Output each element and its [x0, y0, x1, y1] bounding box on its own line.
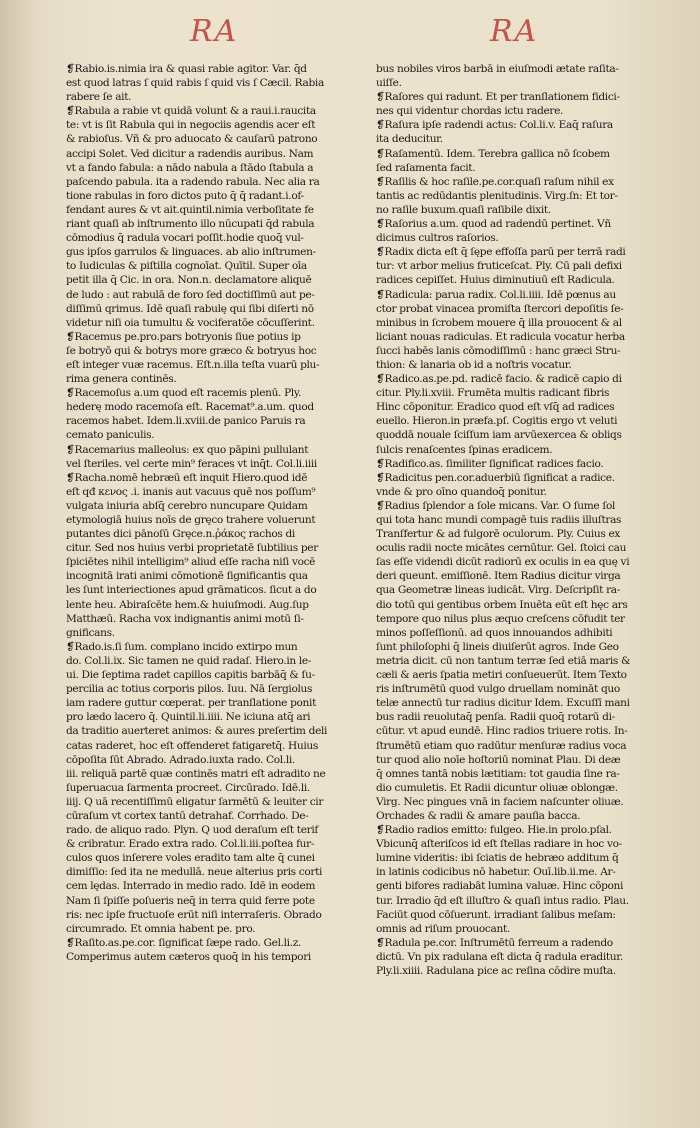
text-line: accipi Solet. Ved dicitur a radendis auribus. Nam [66, 147, 314, 160]
text-line: Matthæū. Racha vox indignantis animi motū ſi- [66, 612, 304, 625]
text-line: ❡Racha.nomē hebræū eſt inquit Hiero.quod idē [66, 471, 308, 484]
text-line: ſucci habēs lanis cōmodiſſimū : hanc græci Stru- [376, 344, 621, 357]
text-line: da traditio auerteret animos: & aures preſertim deli [66, 725, 328, 738]
text-line: ris: nec ipſe fructuoſe erūt niſi interraſeris. Obrado [66, 908, 322, 921]
text-line: cæli & aeris ſpatia metiri conſueuerūt. Item Texto [376, 669, 627, 682]
text-line: ❡Radula pe.cor. Inſtrumētū ferreum a radendo [376, 936, 613, 949]
text-line: & cribratur. Erado extra rado. Col.li.iii.poſtea fur- [66, 838, 315, 851]
text-line: cemato paniculis. [66, 429, 155, 442]
text-line: ❡Rabula a rabie vt quidā volunt & a raui.i.raucita [66, 105, 316, 118]
text-line: ſuperuacua ſarmenta procreet. Circūrado. Idē.li. [66, 781, 310, 794]
text-line: & rabioſus. Vñ & pro aduocato & cauſarū patrono [66, 133, 318, 146]
text-line: rabere ſe ait. [66, 91, 132, 104]
text-line: lumine videritis: ibi ſciatis de hebræo additum q̄ [376, 852, 619, 865]
text-line: tur quod alio noīe hoſtoriū nominat Plau. Di deæ [376, 753, 621, 766]
text-line: iam radere guttur cœperat. per tranſlatione ponit [66, 697, 316, 710]
text-line: fendant aures & vt ait.quintil.nimia verboſitate fe [66, 203, 314, 216]
text-line: to Iudiculas & piſtilla cognoīat. Quītil. Super oīa [66, 260, 307, 273]
text-line: in latinis codicibus nō habetur. Ouī.lib.ii.me. Ar- [376, 866, 616, 879]
text-line: pro lædo lacero q̄. Quintil.li.iiii. Ne iciuna atq̄ ari [66, 711, 311, 724]
text-line: ſulcis renaſcentes ſpinas eradicem. [376, 443, 553, 456]
text-line: ❡Racemoſus a.um quod eſt racemis plenū. Ply. [66, 387, 302, 400]
text-line: genti bifores radiabāt lumina valuæ. Hinc cōponi [376, 880, 624, 893]
text-line: ❡Rado.is.ſi ſum. complano incido extirpo mun [66, 640, 298, 653]
text-line: cūtur. vt apud eundē. Hinc radios triuere rotis. In- [376, 725, 628, 738]
text-line: Tranſfertur & ad fulgorē oculorum. Ply. Cuius ex [376, 528, 620, 541]
text-line: ❡Racemus pe.pro.pars botryonis ſiue potius ip [66, 330, 301, 343]
text-line: ſed raſamenta facit. [376, 161, 476, 174]
text-line: eſt qđ κενος .i. inanis aut vacuus quē nos poſſum⁹ [66, 485, 316, 498]
text-line: ❡Racemarius malleolus: ex quo pāpini pullulant [66, 443, 309, 456]
text-line: hederę modo racemoſa eſt. Racemat⁹.a.um. quod [66, 401, 314, 414]
text-line: ❡Radio radios emitto: fulgeo. Hie.in prolo.pſal. [376, 824, 612, 837]
text-line: oculis radii nocte micātes cernūtur. Gel. ſtoici cau [376, 542, 627, 555]
text-line: percilia ac totius corporis pilos. Iuu. Nā ſergiolus [66, 683, 313, 696]
text-line: minibus in ſcrobem mouere q̄ illa prouocent & al [376, 316, 622, 329]
text-line: Comperimus autem cæteros quoq̄ in his tempori [66, 950, 311, 963]
text-line: ui. Die ſeptima radet capillos capitis barbāq̄ & ſu- [66, 669, 315, 682]
text-line: ❡Radifico.as. ſimiliter ſignificat radices facio. [376, 457, 604, 470]
text-line: bus radii reuolutaq̄ penſa. Radii quoq̄ rotarū di- [376, 711, 615, 724]
text-line: ſe botryō qui & botrys more græco & botryus hoc [66, 344, 317, 357]
text-line: ❡Rabio.is.nimia ira & quasi rabie agitor. Var. q̄d [66, 63, 307, 75]
text-line: te: vt is ſit Rabula qui in negociis agendis acer eſt [66, 119, 316, 132]
text-line: cūraſum vt cortex tantū detrahaf. Corrhado. De- [66, 809, 309, 822]
text-line: ❡Radico.as.pe.pd. radicē facio. & radicē capio di [376, 373, 622, 386]
text-line: thion: & lanaria ob id a noſtris vocatur. [376, 358, 572, 371]
text-line: Faciūt quod cōſuerunt. irradiant ſalibus meſam: [376, 908, 616, 921]
text-line: racemos habet. Idem.li.xviii.de panico Paruis ra [66, 415, 306, 428]
right-text-column [376, 62, 676, 978]
text-line: est quod latras ſ quid rabis ſ quid vis ſ Cæcil. Rabia [66, 77, 324, 90]
text-line: ctor probat vinacea promiſta ſtercori depoſitis ſe- [376, 302, 624, 315]
text-line: tantis ac redūdantis plenitudinis. Virg.ſn: Et tor- [376, 189, 618, 202]
text-line: do. Col.li.ix. Sic tamen ne quid radaſ. Hiero.in le- [66, 654, 312, 667]
text-line: no raſile buxum.quaſi raſibile dixit. [376, 203, 551, 216]
text-line: ❡Raſito.as.pe.cor. ſignificat ſæpe rado. Gel.li.z. [66, 936, 301, 949]
text-line: ris inſtrumētū quod vulgo druellam nomināt quo [376, 683, 620, 696]
text-line: ſpiciētes nihil intelligim⁹ aliud eſſe racha niſi vocē [66, 556, 316, 569]
text-line: gus ipſos garrulos & linguaces. ab alio inſtrumen- [66, 246, 316, 259]
text-line: ſas eſſe videndi dicūt radiorū ex oculis in ea quę vi [376, 556, 630, 569]
text-line: dio cumuletis. Et Radii dicuntur oliuæ oblongæ. [376, 781, 618, 794]
text-line: vel ſteriles. vel certe min⁹ feraces vt inq̄t. Col.li.iiii [66, 457, 317, 470]
text-line: incognitā irati animi cōmotionē ſignificantis qua [66, 570, 308, 583]
text-line: ❡Raſamentū. Idem. Terebra gallica nō ſcobem [376, 147, 610, 160]
text-line: vt a fando fabula: a nādo nabula a ſtādo ſtabula a [66, 161, 314, 174]
text-line: dicimus cultros raſorios. [376, 232, 499, 245]
text-line: gnificans. [66, 626, 115, 639]
text-line: nes qui videntur chordas ictu radere. [376, 105, 564, 118]
text-line: radices cepiſſet. Huius diminutiuū eſt Radicula. [376, 274, 615, 287]
text-line: ita deducitur. [376, 133, 443, 146]
running-head-right: RA [490, 14, 539, 49]
text-line: cōmodius q̄ radula vocari poſſit.hodie quoq̄ vul- [66, 232, 304, 245]
text-line: dio totū qui gentibus orbem Inuēta eūt eſt hęc ars [376, 598, 628, 611]
text-line: videtur niſi oia tumultu & vociferatōe cōcuſſerint. [66, 316, 315, 329]
text-line: rima genera continēs. [66, 373, 177, 386]
text-line: ❡Raſilis & hoc raſile.pe.cor.quaſi raſum nihil ex [376, 175, 614, 188]
text-line: dimiſſio: ſed ita ne medullā. neue alterius pris corti [66, 866, 323, 879]
text-line: bus nobiles viros barbā in eiuſmodi ætate raſita- [376, 63, 619, 75]
text-line: ſunt philoſophi q̄ lineis diuiſerūt agros. Inde Geo [376, 640, 619, 653]
text-line: tur: vt arbor melius fruticeſcat. Ply. Cū pali defixi [376, 260, 622, 273]
text-line: Virg. Nec pingues vnā in faciem naſcunter oliuæ. [376, 795, 624, 808]
text-line: catas raderet, hoc eſt offenderet fatigaretq̄. Huius [66, 739, 318, 752]
text-line: q̄ omnes tantā nobis lætitiam: tot gaudia ſine ra- [376, 767, 620, 780]
text-line: les ſunt interiectiones apud grāmaticos. ſicut a do [66, 584, 317, 597]
text-line: euello. Hieron.in præfa.pſ. Cogitis ergo vt veluti [376, 415, 618, 428]
text-line: iii. reliquā partē quæ continēs matri eſt adradito ne [66, 767, 326, 780]
text-line: culos quos inſerere voles eradito tam alte q̄ cunei [66, 852, 315, 865]
text-line: tempore quo nilus plus æquo creſcens cōfudit ter [376, 612, 625, 625]
text-line: etymologiā huius noīs de gręco trahere voluerunt [66, 514, 316, 526]
text-line: citur. Sed nos huius verbi proprietatē ſubtilius per [66, 542, 318, 555]
text-line: cōpoſita ſūt Abrado. Adrado.iuxta rado. Col.li. [66, 753, 295, 766]
text-line: Orchades & radii & amare pauſia bacca. [376, 809, 581, 822]
text-line: ❡Raſorius a.um. quod ad radendū pertinet. Vñ [376, 218, 611, 231]
text-line: riant quaſi ab inſtrumento illo nūcupati q̄d rabula [66, 218, 315, 231]
text-line: citur. Ply.li.xviii. Frumēta multis radicant fibris [376, 387, 610, 400]
text-line: rado. de aliquo rado. Plyn. Q uod deraſum eſt terif [66, 824, 318, 837]
text-line: qui tota hanc mundi compagē tuis radiis illuſtras [376, 514, 622, 526]
text-line: de ludo : aut rabulā de foro ſed doctiſſimū aut pe- [66, 288, 315, 301]
text-line: dictū. Vn pix radulana eſt dicta q̄ radula eraditur. [376, 950, 623, 963]
text-line: Vbicunq̄ aſteriſcos id eſt ſtellas radiare in hoc vo- [376, 838, 622, 851]
text-line: ❡Raſura ipſe radendi actus: Col.li.v. Eaq̄ raſura [376, 119, 613, 132]
text-line: tur. Irradio q̄d eſt illuſtro & quaſi intus radio. Plau. [376, 894, 629, 907]
text-line: eſt integer vuæ racemus. Eſt.n.illa teſta vuarū plu- [66, 358, 320, 371]
running-head-left: RA [190, 14, 239, 49]
text-line: paſcendo pabula. ita a radendo rabula. Nec alia ra [66, 175, 320, 188]
text-line: lente heu. Abiraſcēte hem.& huiuſmodi. Aug.ſup [66, 598, 309, 611]
text-line: liciant nouas radiculas. Et radicula vocatur herba [376, 330, 625, 343]
text-line: deri queunt. emiſſionē. Item Radius dicitur virga [376, 570, 621, 583]
text-line: circumrado. Et omnia habent pe. pro. [66, 922, 256, 935]
text-line: telæ annectū tur radius dicitur Idem. Excuſſī mani [376, 697, 630, 710]
text-line: metria dicit. cū non tantum terræ ſed etiā maris & [376, 654, 631, 667]
text-line: Hinc cōponitur. Eradico quod eſt vſq̄ ad radices [376, 401, 615, 414]
text-line: tione rabulas in foro dictos puto q̄ q̄ radant.i.of- [66, 189, 304, 202]
text-line: diſſimū qrimus. Idē quaſi rabulę qui ſibi diſerti nō [66, 302, 314, 315]
text-line: uiſſe. [376, 77, 402, 90]
text-line: putantes dici pānoſū Gręce.n.ῥάκος rachos di [66, 528, 295, 541]
text-line: ❡Radicula: parua radix. Col.li.iiii. Idē pœnus au [376, 288, 616, 301]
text-line: ❡Radix dicta eſt q̄ ſępe effoſſa parū per terrā radi [376, 246, 626, 259]
text-line: quoddā nouale ſciſſum iam arvūexercea & obliqs [376, 429, 622, 442]
text-line: qua Geometræ lineas iudicāt. Virg. Deſcripſit ra- [376, 584, 620, 597]
left-text-column [66, 62, 362, 964]
text-line: Nam ſi ſpiſſe poſueris neq̄ in terra quid ferre pote [66, 894, 315, 907]
text-line: ❡Radius ſplendor a ſole micans. Var. O ſume ſol [376, 499, 616, 512]
text-line: petit illa q̄ Cic. in ora. Non.n. declamatore aliquē [66, 274, 312, 287]
text-line: vnde & pro oīno quandoq̄ ponitur. [376, 485, 547, 498]
text-line: Ply.li.xiiii. Radulana pice ac reſina cōdire muſta. [376, 965, 616, 977]
text-line: ❡Radicitus pen.cor.aduerbiū ſignificat a radice. [376, 471, 615, 484]
text-line: minos poſſeſſionū. ad quos innouandos adhibiti [376, 626, 613, 639]
text-line: iiij. Q uā recentiſſimū eligatur ſarmētū & leuiter cir [66, 795, 324, 808]
text-line: ❡Raſores qui radunt. Et per tranſlationem fidici- [376, 91, 620, 104]
text-line: omnis ad riſum prouocant. [376, 922, 510, 935]
text-line: vulgata iniuria abſq̄ cerebro nuncupare Quidam [66, 499, 308, 512]
text-line: cem lędas. Interrado in medio rado. Idē in eodem [66, 880, 316, 893]
text-line: ſtrumētū etiam quo radūtur menſuræ radius voca [376, 739, 627, 752]
